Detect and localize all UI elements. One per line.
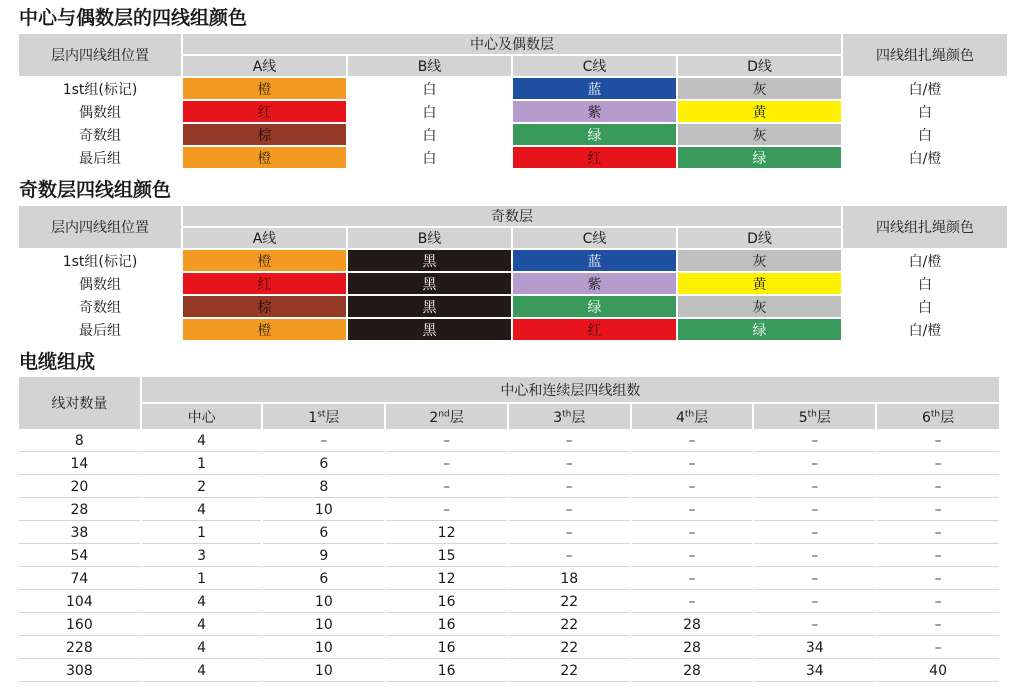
quad-count-cell: 4 bbox=[142, 592, 262, 613]
quad-count-cell: – bbox=[509, 546, 630, 567]
quad-count-cell: 6 bbox=[263, 569, 384, 590]
quad-count-cell: – bbox=[754, 454, 875, 475]
table-row bbox=[19, 296, 1007, 317]
layer-header-ordinal: st bbox=[317, 408, 326, 419]
binder-header: 四线组扎绳颜色 bbox=[843, 206, 1007, 248]
pair-count-cell: 74 bbox=[19, 569, 140, 590]
group-position-label: 1st组(标记) bbox=[19, 250, 181, 271]
quad-count-cell: – bbox=[632, 569, 753, 590]
wire-color-cell: 灰 bbox=[678, 296, 841, 317]
quad-count-cell: 2 bbox=[142, 477, 262, 498]
wire-header-d: D线 bbox=[678, 228, 841, 248]
wire-color-cell: 橙 bbox=[183, 250, 346, 271]
binder-color-cell: 白/橙 bbox=[843, 147, 1007, 168]
wire-header-c: C线 bbox=[513, 56, 676, 76]
layer-header bbox=[632, 404, 753, 429]
pair-count-cell: 38 bbox=[19, 523, 140, 544]
quad-count-cell: – bbox=[509, 431, 630, 452]
table-row bbox=[19, 661, 999, 682]
binder-color-cell: 白 bbox=[843, 101, 1007, 122]
quad-count-cell: – bbox=[754, 431, 875, 452]
table-row bbox=[19, 500, 999, 521]
pair-count-cell: 160 bbox=[19, 615, 140, 636]
layer-header-ordinal: th bbox=[684, 408, 695, 419]
quad-count-cell: – bbox=[632, 454, 753, 475]
pair-count-cell: 8 bbox=[19, 431, 140, 452]
group-position-label: 奇数组 bbox=[19, 296, 181, 317]
quad-count-cell: – bbox=[263, 431, 384, 452]
wire-color-cell: 白 bbox=[348, 78, 511, 99]
quad-count-cell: 6 bbox=[263, 454, 384, 475]
quad-count-cell: 9 bbox=[263, 546, 384, 567]
quad-count-cell: – bbox=[509, 523, 630, 544]
quad-count-header: 中心和连续层四线组数 bbox=[142, 377, 999, 402]
wire-color-cell: 绿 bbox=[678, 319, 841, 340]
group-header: 奇数层 bbox=[183, 206, 841, 226]
pair-count-cell: 20 bbox=[19, 477, 140, 498]
quad-count-cell: – bbox=[754, 546, 875, 567]
wire-color-cell: 蓝 bbox=[513, 78, 676, 99]
wire-header-b: B线 bbox=[348, 56, 511, 76]
quad-count-cell: 16 bbox=[386, 592, 507, 613]
binder-color-cell: 白/橙 bbox=[843, 250, 1007, 271]
layer-header bbox=[263, 404, 384, 429]
table-row bbox=[19, 78, 1007, 99]
wire-color-cell: 灰 bbox=[678, 78, 841, 99]
layer-header-ordinal: nd bbox=[438, 408, 450, 419]
quad-count-cell: – bbox=[877, 638, 999, 659]
table-row bbox=[19, 546, 999, 567]
group-position-label: 偶数组 bbox=[19, 101, 181, 122]
quad-count-cell: – bbox=[632, 523, 753, 544]
wire-header-b: B线 bbox=[348, 228, 511, 248]
wire-header-a: A线 bbox=[183, 228, 346, 248]
pair-count-cell: 14 bbox=[19, 454, 140, 475]
quad-count-cell: 10 bbox=[263, 615, 384, 636]
quad-count-cell: – bbox=[877, 592, 999, 613]
quad-count-cell: – bbox=[509, 477, 630, 498]
wire-color-cell: 绿 bbox=[678, 147, 841, 168]
group-position-label: 奇数组 bbox=[19, 124, 181, 145]
layer-header-ordinal: th bbox=[807, 408, 817, 419]
wire-color-cell: 黄 bbox=[678, 273, 841, 294]
quad-count-cell: 22 bbox=[509, 615, 630, 636]
layer-header-base: 6 bbox=[921, 409, 931, 426]
position-header: 层内四线组位置 bbox=[19, 206, 181, 248]
quad-count-cell: 22 bbox=[509, 592, 630, 613]
quad-count-cell: 3 bbox=[142, 546, 262, 567]
pair-count-cell: 54 bbox=[19, 546, 140, 567]
pairs-header: 线对数量 bbox=[19, 377, 140, 429]
quad-count-cell: – bbox=[632, 546, 753, 567]
quad-count-cell: – bbox=[509, 454, 630, 475]
table-row bbox=[19, 124, 1007, 145]
quad-count-cell: 15 bbox=[386, 546, 507, 567]
quad-count-cell: – bbox=[754, 477, 875, 498]
table-row bbox=[19, 523, 999, 544]
wire-color-cell: 红 bbox=[513, 147, 676, 168]
wire-color-cell: 红 bbox=[513, 319, 676, 340]
quad-count-cell: 4 bbox=[142, 431, 262, 452]
quad-count-cell: – bbox=[632, 592, 753, 613]
table-row bbox=[19, 638, 999, 659]
quad-count-cell: 10 bbox=[263, 500, 384, 521]
quad-count-cell: 28 bbox=[632, 661, 753, 682]
quad-count-cell: 28 bbox=[632, 615, 753, 636]
binder-header: 四线组扎绳颜色 bbox=[843, 34, 1007, 76]
quad-count-cell: – bbox=[632, 431, 753, 452]
wire-color-cell: 黑 bbox=[348, 296, 511, 317]
wire-color-cell: 红 bbox=[183, 101, 346, 122]
quad-count-cell: – bbox=[754, 500, 875, 521]
layer-header-suffix: 层 bbox=[940, 409, 955, 426]
wire-color-cell: 绿 bbox=[513, 124, 676, 145]
layer-header-suffix: 层 bbox=[816, 409, 831, 426]
wire-color-cell: 黑 bbox=[348, 273, 511, 294]
quad-count-cell: – bbox=[509, 500, 630, 521]
layer-header-suffix: 层 bbox=[325, 409, 340, 426]
quad-count-cell: 4 bbox=[142, 661, 262, 682]
wire-color-cell: 黄 bbox=[678, 101, 841, 122]
binder-color-cell: 白/橙 bbox=[843, 78, 1007, 99]
quad-count-cell: – bbox=[877, 454, 999, 475]
table-row bbox=[19, 147, 1007, 168]
quad-count-cell: – bbox=[877, 546, 999, 567]
quad-count-cell: 1 bbox=[142, 454, 262, 475]
quad-count-cell: – bbox=[754, 523, 875, 544]
quad-count-cell: – bbox=[632, 500, 753, 521]
table-row bbox=[19, 319, 1007, 340]
layer-header-suffix: 层 bbox=[571, 409, 586, 426]
quad-count-cell: 16 bbox=[386, 661, 507, 682]
wire-color-cell: 红 bbox=[183, 273, 346, 294]
quad-count-cell: 28 bbox=[632, 638, 753, 659]
quad-count-cell: – bbox=[877, 477, 999, 498]
wire-color-cell: 灰 bbox=[678, 124, 841, 145]
layer-header-suffix: 层 bbox=[694, 409, 709, 426]
wire-color-cell: 棕 bbox=[183, 124, 346, 145]
layer-header-base: 5 bbox=[798, 409, 808, 426]
layer-header bbox=[509, 404, 630, 429]
quad-count-cell: – bbox=[632, 477, 753, 498]
quad-count-cell: 10 bbox=[263, 638, 384, 659]
wire-color-cell: 灰 bbox=[678, 250, 841, 271]
group-header: 中心及偶数层 bbox=[183, 34, 841, 54]
quad-count-cell: – bbox=[877, 431, 999, 452]
section-title-even: 中心与偶数层的四线组颜色 bbox=[19, 7, 248, 29]
wire-color-cell: 白 bbox=[348, 147, 511, 168]
quad-count-cell: 1 bbox=[142, 569, 262, 590]
quad-count-cell: 1 bbox=[142, 523, 262, 544]
group-position-label: 偶数组 bbox=[19, 273, 181, 294]
layer-header-suffix: 层 bbox=[449, 409, 464, 426]
quad-count-cell: 40 bbox=[877, 661, 999, 682]
quad-count-cell: 10 bbox=[263, 661, 384, 682]
wire-color-cell: 橙 bbox=[183, 319, 346, 340]
wire-color-cell: 棕 bbox=[183, 296, 346, 317]
pair-count-cell: 228 bbox=[19, 638, 140, 659]
wire-color-cell: 白 bbox=[348, 101, 511, 122]
quad-count-cell: 34 bbox=[754, 638, 875, 659]
section-title-odd: 奇数层四线组颜色 bbox=[19, 179, 172, 201]
quad-count-cell: 8 bbox=[263, 477, 384, 498]
table-row bbox=[19, 454, 999, 475]
quad-count-cell: 16 bbox=[386, 638, 507, 659]
binder-color-cell: 白/橙 bbox=[843, 319, 1007, 340]
layer-header-base: 1 bbox=[308, 409, 318, 426]
quad-count-cell: – bbox=[754, 569, 875, 590]
quad-count-cell: 4 bbox=[142, 638, 262, 659]
quad-count-cell: – bbox=[386, 500, 507, 521]
quad-count-cell: 10 bbox=[263, 592, 384, 613]
quad-count-cell: 22 bbox=[509, 661, 630, 682]
binder-color-cell: 白 bbox=[843, 273, 1007, 294]
wire-color-cell: 白 bbox=[348, 124, 511, 145]
quad-count-cell: 18 bbox=[509, 569, 630, 590]
table-row bbox=[19, 101, 1007, 122]
quad-count-cell: 12 bbox=[386, 523, 507, 544]
wire-color-cell: 橙 bbox=[183, 78, 346, 99]
table-row bbox=[19, 569, 999, 590]
quad-count-cell: 6 bbox=[263, 523, 384, 544]
layer-header bbox=[386, 404, 507, 429]
odd-layer-color-table bbox=[17, 204, 1009, 342]
layer-header bbox=[877, 404, 999, 429]
table-row bbox=[19, 273, 1007, 294]
quad-count-cell: 4 bbox=[142, 500, 262, 521]
quad-count-cell: – bbox=[386, 431, 507, 452]
position-header: 层内四线组位置 bbox=[19, 34, 181, 76]
layer-header-base: 2 bbox=[429, 409, 439, 426]
wire-color-cell: 黑 bbox=[348, 319, 511, 340]
wire-color-cell: 绿 bbox=[513, 296, 676, 317]
layer-header-ordinal: th bbox=[562, 408, 572, 419]
wire-color-cell: 黑 bbox=[348, 250, 511, 271]
pair-count-cell: 28 bbox=[19, 500, 140, 521]
pair-count-cell: 308 bbox=[19, 661, 140, 682]
cable-composition-title: 电缆组成 bbox=[19, 351, 96, 373]
layer-header-base: 4 bbox=[675, 409, 685, 426]
quad-count-cell: – bbox=[386, 477, 507, 498]
quad-count-cell: – bbox=[754, 592, 875, 613]
quad-count-cell: 22 bbox=[509, 638, 630, 659]
wire-color-cell: 紫 bbox=[513, 101, 676, 122]
quad-count-cell: – bbox=[877, 615, 999, 636]
group-position-label: 1st组(标记) bbox=[19, 78, 181, 99]
quad-count-cell: – bbox=[754, 615, 875, 636]
layer-header-base: 3 bbox=[553, 409, 563, 426]
group-position-label: 最后组 bbox=[19, 319, 181, 340]
layer-header bbox=[142, 404, 262, 429]
wire-color-cell: 橙 bbox=[183, 147, 346, 168]
layer-header-base: 中心 bbox=[187, 409, 216, 426]
quad-count-cell: 34 bbox=[754, 661, 875, 682]
cable-composition-table bbox=[17, 375, 1001, 684]
quad-count-cell: – bbox=[877, 500, 999, 521]
wire-color-cell: 紫 bbox=[513, 273, 676, 294]
table-row bbox=[19, 615, 999, 636]
table-row bbox=[19, 592, 999, 613]
table-row bbox=[19, 477, 999, 498]
wire-color-cell: 蓝 bbox=[513, 250, 676, 271]
wire-header-a: A线 bbox=[183, 56, 346, 76]
wire-header-d: D线 bbox=[678, 56, 841, 76]
pair-count-cell: 104 bbox=[19, 592, 140, 613]
wire-header-c: C线 bbox=[513, 228, 676, 248]
binder-color-cell: 白 bbox=[843, 296, 1007, 317]
quad-count-cell: – bbox=[877, 523, 999, 544]
layer-header bbox=[754, 404, 875, 429]
binder-color-cell: 白 bbox=[843, 124, 1007, 145]
quad-count-cell: 4 bbox=[142, 615, 262, 636]
table-row bbox=[19, 431, 999, 452]
quad-count-cell: 16 bbox=[386, 615, 507, 636]
quad-count-cell: – bbox=[386, 454, 507, 475]
table-row bbox=[19, 250, 1007, 271]
group-position-label: 最后组 bbox=[19, 147, 181, 168]
layer-header-ordinal: th bbox=[930, 408, 941, 419]
quad-count-cell: 12 bbox=[386, 569, 507, 590]
even-layer-color-table bbox=[17, 32, 1009, 170]
quad-count-cell: – bbox=[877, 569, 999, 590]
